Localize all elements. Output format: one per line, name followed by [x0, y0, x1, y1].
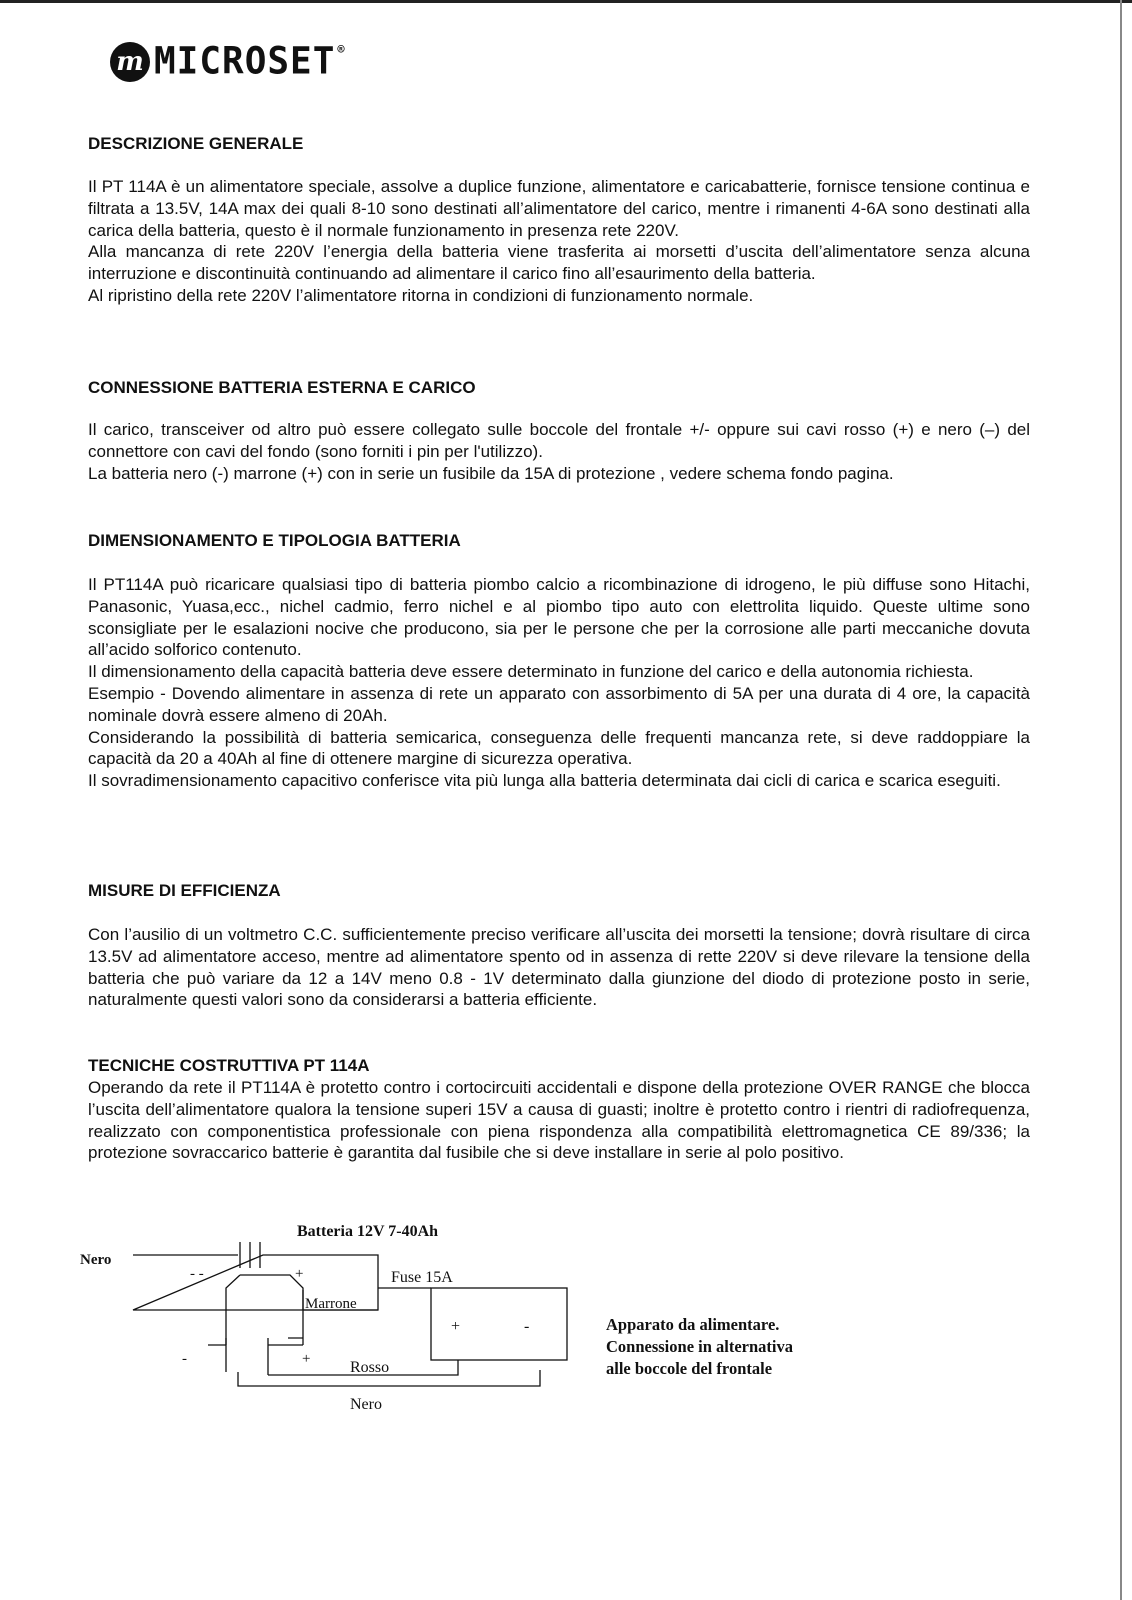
plus-terminal-wire — [268, 1338, 303, 1375]
section-body-tecniche — [88, 1077, 1030, 1164]
section-heading-tecniche: TECNICHE COSTRUTTIVA PT 114A — [88, 1056, 370, 1075]
registered-mark: ® — [337, 42, 346, 57]
section-body-descrizione — [88, 176, 1030, 307]
battery-label: Batteria 12V 7-40Ah — [297, 1223, 439, 1240]
paragraph: Operando da rete il PT114A è protetto contro i cortocircuiti accidentali e dispone della protezione OVER RANGE che blocca l’uscita dell’alimentatore qualora la tensione superi 15V a causa di guasti; inoltre è protetto contro i rientri di radiofrequenza, realizzato con componentistica professionale con piena rispondenza alla compatibilità elettromagnetica CE 89/336; la protezione sovraccarico batterie è garantita dal fusibile che si deve installare in serie al polo positivo. — [88, 1078, 1030, 1163]
paragraph: Il PT 114A è un alimentatore speciale, assolve a duplice funzione, alimentatore e caricabatterie, fornisce tensione continua e filtrata a 13.5V, 14A max dei quali 8-10 sono destinati all’alimentatore del carico, mentre i rimanenti 4-6A sono destinati alla carica della batteria, questo è il normale funzionamento in presenza rete 220V. — [88, 177, 1030, 240]
paragraph: Alla mancanza di rete 220V l’energia della batteria viene trasferita ai morsetti d’uscita dell’alimentatore senza alcuna interruzione e discontinuità continuando ad alimentare il carico fino all’esaurimento della batteria. — [88, 242, 1030, 284]
minus-terminal-wire — [208, 1338, 226, 1372]
marrone-label: Marrone — [305, 1296, 357, 1312]
section-heading-misure: MISURE DI EFFICIENZA — [88, 881, 281, 900]
microset-logo — [110, 39, 346, 83]
paragraph: Il carico, transceiver od altro può essere collegato sulle boccole del frontale +/- oppure sui cavi rosso (+) e nero (–) del connettore con cavi del fondo (sono forniti i pin per l'utilizzo). — [88, 420, 1030, 461]
caption-line: alle boccole del frontale — [606, 1359, 773, 1378]
caption-line: Apparato da alimentare. — [606, 1315, 780, 1334]
minus-left-label: - - — [190, 1266, 204, 1282]
paragraph: Il sovradimensionamento capacitivo conferisce vita più lunga alla batteria determinata dai cicli di carica e scarica eseguiti. — [88, 771, 1001, 791]
section-heading-connessione: CONNESSIONE BATTERIA ESTERNA E CARICO — [88, 378, 476, 397]
fuse-label: Fuse 15A — [391, 1269, 453, 1286]
section-body-connessione — [88, 419, 1030, 484]
paragraph: Il dimensionamento della capacità batteria deve essere determinato in funzione del carico e della autonomia richiesta. — [88, 662, 974, 682]
section-body-dimensionamento — [88, 574, 1030, 792]
nero-left-label: Nero — [80, 1252, 112, 1268]
plus-bottom-label: + — [302, 1351, 311, 1367]
section-heading-descrizione: DESCRIZIONE GENERALE — [88, 134, 304, 153]
logo-mark-icon: m — [110, 42, 150, 82]
paragraph: Con l’ausilio di un voltmetro C.C. sufficientemente preciso verificare all’uscita dei morsetti la tensione; dovrà risultare di circa 13.5V ad alimentatore acceso, mentre ad alimentatore spento od in assenza di rette 220V si deve rilevare la tensione della batteria che può variare da 12 a 14V meno 0.8 - 1V determinato dalla giunzione del diodo di protezione posto in serie, naturalmente questi valori sono da considerarsi a batteria efficiente. — [88, 925, 1030, 1010]
paragraph: Il PT114A può ricaricare qualsiasi tipo di batteria piombo calcio a ricombinazione di idrogeno, le più diffuse sono Hitachi, Panasonic, Yuasa,ecc., nichel cadmio, ferro nichel e al piombo tipo auto con elettrolita liquido. Queste ultime sono sconsigliate per le esalazioni nocive che producono, sia per le persone che per la corrosione alle parti meccaniche dovuta all’acido solforico contenuto. — [88, 575, 1030, 660]
apparato-plus-label: + — [451, 1318, 461, 1335]
paragraph: Esempio - Dovendo alimentare in assenza di rete un apparato con assorbimento di 5A per una durata di 4 ore, la capacità nominale dovrà essere almeno di 20Ah. — [88, 683, 1030, 725]
minus-bottom-label: - — [182, 1351, 187, 1367]
apparato-minus-label: - — [524, 1318, 530, 1335]
paragraph: Al ripristino della rete 220V l’alimentatore ritorna in condizioni di funzionamento normale. — [88, 285, 754, 305]
top-border-line — [0, 0, 1132, 3]
section-body-misure — [88, 924, 1030, 1011]
caption-line: Connessione in alternativa — [606, 1337, 794, 1356]
diagram-caption — [606, 1314, 793, 1380]
logo-wordmark: MICROSET — [154, 39, 336, 83]
plus-top-label: + — [295, 1266, 304, 1282]
paragraph: La batteria nero (-) marrone (+) con in serie un fusibile da 15A di protezione , vedere schema fondo pagina. — [88, 463, 894, 483]
nero-bottom-label: Nero — [350, 1396, 382, 1413]
section-heading-dimensionamento: DIMENSIONAMENTO E TIPOLOGIA BATTERIA — [88, 531, 461, 550]
rosso-label: Rosso — [350, 1359, 390, 1376]
paragraph: Considerando la possibilità di batteria semicarica, conseguenza delle frequenti mancanza rete, si deve raddoppiare la capacità da 20 a 40Ah al fine di ottenere margine di sicurezza operativa. — [88, 727, 1030, 769]
right-edge-line — [1120, 0, 1122, 1600]
